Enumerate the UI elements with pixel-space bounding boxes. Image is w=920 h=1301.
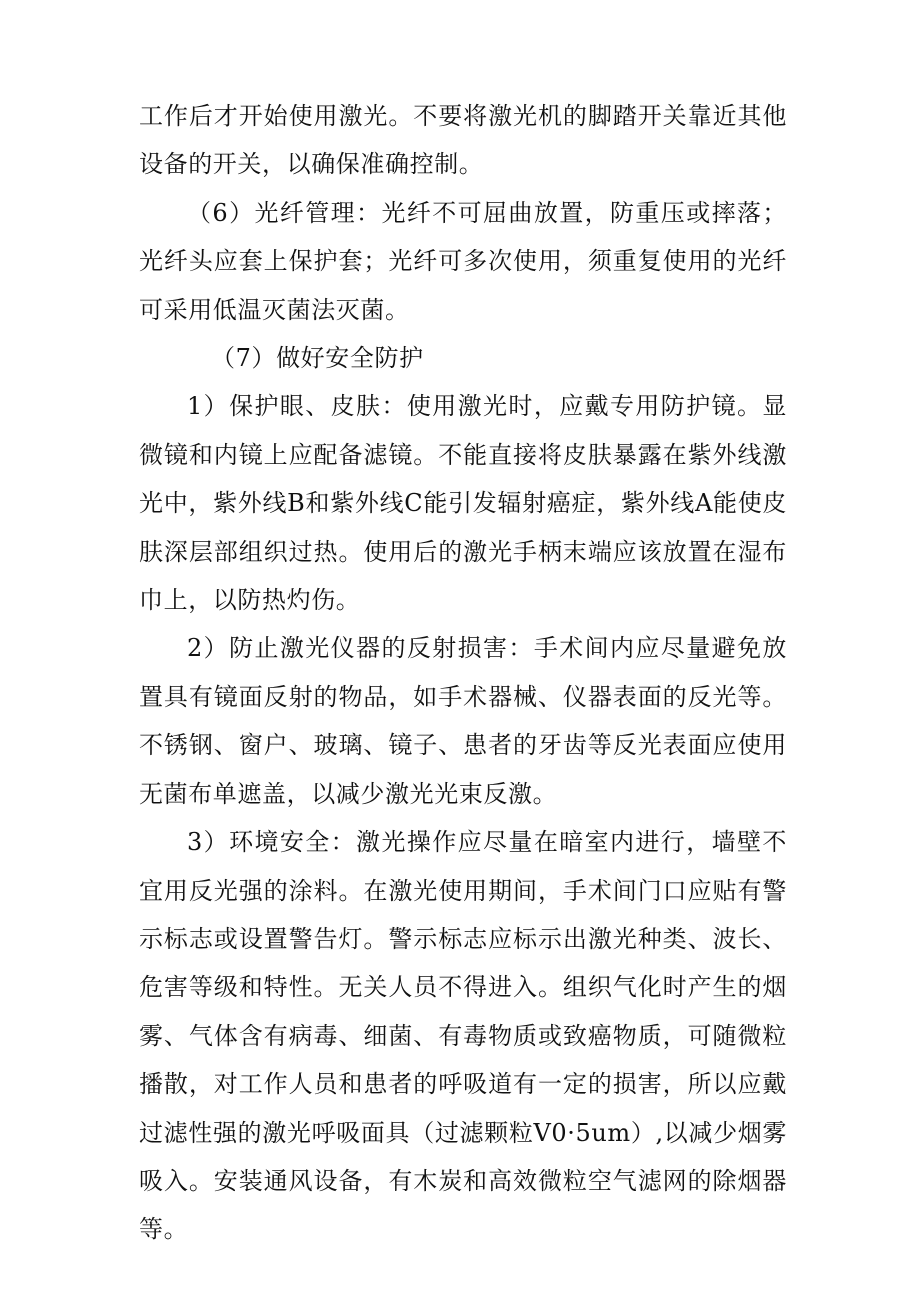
paragraph-laser-startup: 工作后才开始使用激光。不要将激光机的脚踏开关靠近其他设备的开关，以确保准确控制。 [139, 102, 787, 179]
paragraph-eye-skin-protection: 1）保护眼、皮肤：使用激光时，应戴专用防护镜。显微镜和内镜上应配备滤镜。不能直接将皮肤暴露在紫外线激光中，紫外线B和紫外线C能引发辐射癌症，紫外线A能使皮肤深层部组织过热。使用后的激光手柄末端应该放置在湿布巾上，以防热灼伤。 [139, 392, 787, 615]
heading-safety-protection: （7）做好安全防护 [211, 344, 424, 373]
paragraph-fiber-management: （6）光纤管理：光纤不可屈曲放置，防重压或摔落；光纤头应套上保护套；光纤可多次使用，须重复使用的光纤可采用低温灭菌法灭菌。 [139, 198, 787, 324]
paragraph-environment-safety: 3）环境安全：激光操作应尽量在暗室内进行，墙壁不宜用反光强的涂料。在激光使用期间，手术间门口应贴有警示标志或设置警告灯。警示标志应标示出激光种类、波长、危害等级和特性。无关人员不得进入。组织气化时产生的烟雾、气体含有病毒、细菌、有毒物质或致癌物质，可随微粒播散，对工作人员和患者的呼吸道有一定的损害，所以应戴过滤性强的激光呼吸面具（过滤颗粒V0·5um）,以减少烟雾吸入。安装通风设备，有木炭和高效微粒空气滤网的除烟器等。 [139, 828, 787, 1244]
document-body [139, 92, 787, 1254]
paragraph-reflection-damage: 2）防止激光仪器的反射损害：手术间内应尽量避免放置具有镜面反射的物品，如手术器械、仪器表面的反光等。不锈钢、窗户、玻璃、镜子、患者的牙齿等反光表面应使用无菌布单遮盖，以减少激光光束反激。 [139, 634, 787, 808]
